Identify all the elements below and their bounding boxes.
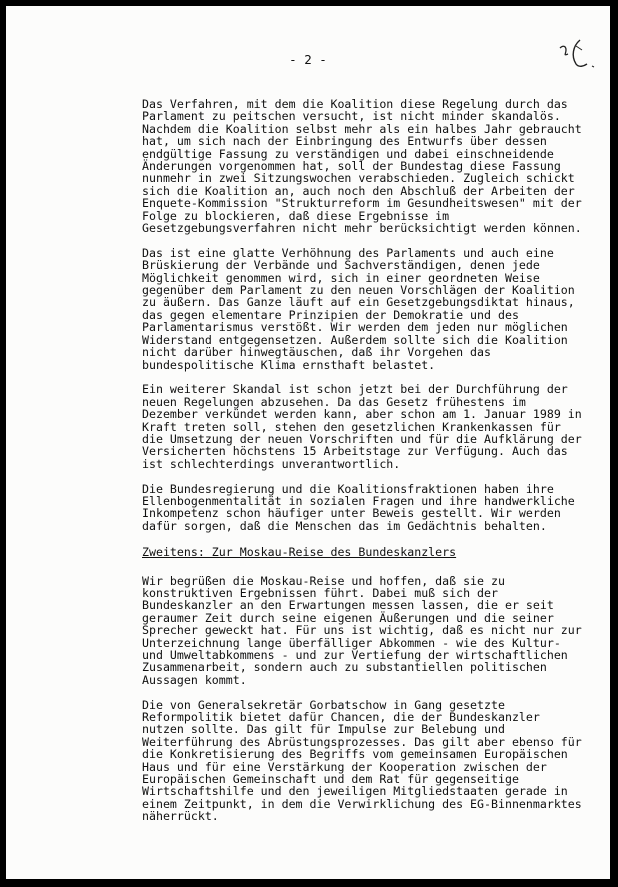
paragraph (142, 699, 592, 823)
text-line: hat, um sich nach der Einbringung des Entwurfs über dessen (142, 134, 547, 149)
text-line: näherrückt. (142, 809, 219, 824)
text-line: Parlamentarismus verstößt. Wir werden dem jeden nur möglichen (142, 320, 568, 335)
text-line: zu äußern. Das Ganze läuft auf ein Gesetzgebungsdiktat hinaus, (142, 295, 575, 310)
section-heading: Zweitens: Zur Moskau-Reise des Bundeskanzlers (142, 545, 457, 560)
paragraph (142, 575, 592, 687)
text-line: Die Bundesregierung und die Koalitionsfraktionen haben ihre (142, 481, 554, 496)
text-line: Kraft treten soll, stehen den gesetzlichen Krankenkassen für (142, 419, 561, 434)
text-line: Möglichkeit genommen wird, sich in einer geordneten Weise (142, 270, 540, 285)
text-line: Wir begrüßen die Moskau-Reise und hoffen, daß sie zu (142, 573, 505, 588)
text-line: und Umweltabkommens - und zur Vertiefung der wirtschaftlichen (142, 648, 568, 663)
text-line: Ein weiterer Skandal ist schon jetzt bei der Durchführung der (142, 382, 568, 397)
text-line: Versicherten höchstens 15 Arbeitstage zur Verfügung. Auch das (142, 444, 568, 459)
text-line: nunmehr in zwei Sitzungswochen verabschieden. Zugleich schickt (142, 171, 575, 186)
page-number: - 2 - (289, 52, 327, 67)
text-line: Brüskierung der Verbände und Sachverständigen, denen jede (142, 258, 540, 273)
paragraph (142, 483, 592, 533)
text-line: Enquete-Kommission "Strukturreform im Gesundheitswesen" mit der (142, 196, 582, 211)
text-line: Parlament zu peitschen versucht, ist nicht minder skandalös. (142, 109, 561, 124)
text-line: Zusammenarbeit, sondern auch zu substantiellen politischen (142, 660, 547, 675)
document-page (6, 6, 610, 879)
text-line: Widerstand entgegensetzen. Außerdem sollte sich die Koalition (142, 332, 568, 347)
text-line: Die von Generalsekretär Gorbatschow in Gang gesetzte (142, 697, 505, 712)
text-line: ist schlechterdings unverantwortlich. (142, 456, 401, 471)
text-line: konstruktiven Ergebnissen führt. Dabei muß sich der (142, 585, 498, 600)
text-line: bundespolitische Klima ernsthaft belastet. (142, 357, 436, 372)
text-line: Aussagen kommt. (142, 672, 247, 687)
document-body (142, 98, 592, 835)
text-line: Wirtschaftshilfe und den jeweiligen Mitgliedstaaten gerade in (142, 784, 568, 799)
paragraph (142, 247, 592, 371)
text-line: sich die Koalition an, auch noch den Abschluß der Arbeiten der (142, 183, 575, 198)
text-line: gegenüber dem Parlament zu den neuen Vorschlägen der Koalition (142, 283, 575, 298)
text-line: Ellenbogenmentalität in sozialen Fragen und ihre handwerkliche (142, 493, 575, 508)
text-line: Unterzeichnung lange überfälliger Abkommen - wie des Kultur- (142, 635, 561, 650)
handwritten-mark (554, 36, 600, 76)
text-line: die Umsetzung der neuen Vorschriften und für die Aufklärung der (142, 431, 582, 446)
text-line: Gesetzgebungsverfahren nicht mehr berücksichtigt werden können. (142, 221, 582, 236)
text-line: Das Verfahren, mit dem die Koalition diese Regelung durch das (142, 97, 568, 111)
text-line: Nachdem die Koalition selbst mehr als ein halbes Jahr gebraucht (142, 121, 582, 136)
text-line: Änderungen vorgenommen hat, soll der Bundestag diese Fassung (142, 159, 561, 174)
text-line: Weiterführung des Abrüstungsprozesses. Das gilt aber ebenso für (142, 734, 582, 749)
text-line: Das ist eine glatte Verhöhnung des Parlaments und auch eine (142, 245, 554, 260)
text-line: endgültige Fassung zu verständigen und dabei einschneidende (142, 146, 554, 161)
text-line: Haus und für eine Verstärkung der Kooperation zwischen der (142, 759, 547, 774)
text-line: Folge zu blockieren, daß diese Ergebnisse im (142, 208, 450, 223)
text-line: neuen Regelungen abzusehen. Da das Gesetz frühestens im (142, 394, 526, 409)
text-line: geraumer Zeit durch seine eigenen Äußerungen und die seiner (142, 610, 554, 625)
text-line: nicht darüber hinwegtäuschen, daß ihr Vorgehen das (142, 345, 492, 360)
text-line: Reformpolitik bietet dafür Chancen, die der Bundeskanzler (142, 710, 540, 725)
text-line: das gegen elementare Prinzipien der Demokratie und des (142, 307, 519, 322)
text-line: Inkompetenz schon häufiger unter Beweis gestellt. Wir werden (142, 506, 561, 521)
paragraph (142, 383, 592, 470)
text-line: dafür sorgen, daß die Menschen das im Gedächtnis behalten. (142, 518, 547, 533)
text-line: nutzen sollte. Das gilt für Impulse zur Belebung und (142, 722, 505, 737)
text-line: die Konkretisierung des Begriffs vom gemeinsamen Europäischen (142, 747, 568, 762)
text-line: einem Zeitpunkt, in dem die Verwirklichung des EG-Binnenmarktes (142, 796, 582, 811)
text-line: Sprecher geweckt hat. Für uns ist wichtig, daß es nicht nur zur (142, 623, 582, 638)
text-line: Dezember verkündet werden kann, aber schon am 1. Januar 1989 in (142, 407, 582, 422)
text-line: Europäischen Gemeinschaft und dem Rat für gegenseitige (142, 772, 519, 787)
paragraph (142, 98, 592, 234)
text-line: Bundeskanzler an den Erwartungen messen lassen, die er seit (142, 598, 554, 613)
